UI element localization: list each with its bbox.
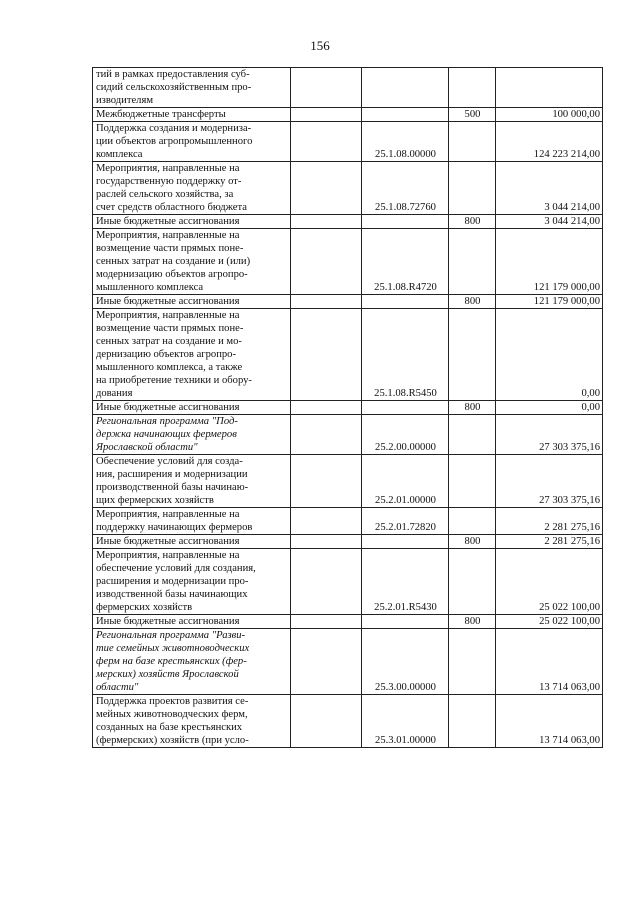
row-name-text: Иные бюджетные ассигнования [96, 296, 240, 307]
table-row [93, 162, 603, 215]
row-expense-kind [449, 68, 496, 108]
row-amount: 124 223 214,00 [496, 122, 603, 162]
row-amount: 27 303 375,16 [496, 455, 603, 508]
table-row [93, 309, 603, 401]
row-target-code [362, 68, 449, 108]
row-amount: 121 179 000,00 [496, 295, 603, 309]
row-blank-cell [291, 162, 362, 215]
row-name-text: тий в рамках предоставления суб- сидий сельскохозяйственным про- изводителям [96, 69, 252, 106]
row-amount: 0,00 [496, 309, 603, 401]
row-expense-kind [449, 162, 496, 215]
table-row [93, 122, 603, 162]
table-row [93, 215, 603, 229]
row-name [93, 535, 291, 549]
row-blank-cell [291, 295, 362, 309]
row-target-code [362, 295, 449, 309]
row-name-text: Межбюджетные трансферты [96, 109, 226, 120]
row-blank-cell [291, 415, 362, 455]
row-amount: 13 714 063,00 [496, 695, 603, 748]
row-expense-kind: 800 [449, 535, 496, 549]
row-target-code [362, 108, 449, 122]
row-blank-cell [291, 309, 362, 401]
row-target-code: 25.2.01.00000 [362, 455, 449, 508]
table-row [93, 549, 603, 615]
row-name [93, 162, 291, 215]
row-expense-kind: 800 [449, 401, 496, 415]
budget-table [92, 67, 603, 748]
row-name-text: Мероприятия, направленные на обеспечение условий для создания, расширения и модернизации про- изводственной базы начинающих фермерских хозяйств [96, 550, 256, 613]
row-amount: 0,00 [496, 401, 603, 415]
row-amount: 100 000,00 [496, 108, 603, 122]
row-expense-kind [449, 508, 496, 535]
row-target-code [362, 401, 449, 415]
row-expense-kind [449, 122, 496, 162]
row-name-text: Мероприятия, направленные на возмещение части прямых поне- сенных затрат на создание и (или) модернизацию объектов агропро- мышленного комплекса [96, 230, 251, 293]
table-row [93, 508, 603, 535]
row-amount: 2 281 275,16 [496, 535, 603, 549]
row-blank-cell [291, 108, 362, 122]
row-blank-cell [291, 68, 362, 108]
row-blank-cell [291, 695, 362, 748]
row-target-code [362, 535, 449, 549]
row-blank-cell [291, 455, 362, 508]
row-name-text: Иные бюджетные ассигнования [96, 216, 240, 227]
row-amount: 25 022 100,00 [496, 615, 603, 629]
table-row [93, 695, 603, 748]
row-amount: 13 714 063,00 [496, 629, 603, 695]
row-name [93, 549, 291, 615]
row-name [93, 309, 291, 401]
row-target-code: 25.2.01.R5430 [362, 549, 449, 615]
row-blank-cell [291, 535, 362, 549]
table-row [93, 415, 603, 455]
row-amount: 121 179 000,00 [496, 229, 603, 295]
row-target-code: 25.2.00.00000 [362, 415, 449, 455]
row-name [93, 615, 291, 629]
row-name-text: Мероприятия, направленные на возмещение части прямых поне- сенных затрат на создание и мо- дернизацию объектов агропро- мышленного комплекса, а также на приобретение техники и обору- дования [96, 310, 252, 399]
table-row [93, 455, 603, 508]
row-name [93, 215, 291, 229]
table-row [93, 629, 603, 695]
table-row [93, 229, 603, 295]
row-target-code: 25.1.08.R4720 [362, 229, 449, 295]
row-expense-kind: 800 [449, 295, 496, 309]
row-expense-kind [449, 455, 496, 508]
table-row [93, 295, 603, 309]
row-expense-kind: 800 [449, 615, 496, 629]
row-amount: 3 044 214,00 [496, 162, 603, 215]
row-amount: 3 044 214,00 [496, 215, 603, 229]
page-number: 156 [310, 38, 330, 53]
row-name-text: Обеспечение условий для созда- ния, расширения и модернизации производственной базы начинаю- щих фермерских хозяйств [96, 456, 249, 506]
row-name [93, 122, 291, 162]
row-name [93, 508, 291, 535]
row-blank-cell [291, 122, 362, 162]
row-name [93, 229, 291, 295]
row-target-code: 25.3.01.00000 [362, 695, 449, 748]
row-target-code: 25.1.08.R5450 [362, 309, 449, 401]
row-name-text: Мероприятия, направленные на поддержку начинающих фермеров [96, 509, 253, 533]
row-expense-kind [449, 229, 496, 295]
row-blank-cell [291, 615, 362, 629]
table-row [93, 68, 603, 108]
table-row [93, 401, 603, 415]
row-amount: 27 303 375,16 [496, 415, 603, 455]
row-name-text: Иные бюджетные ассигнования [96, 536, 240, 547]
row-name [93, 68, 291, 108]
row-expense-kind [449, 415, 496, 455]
row-target-code [362, 615, 449, 629]
row-amount: 2 281 275,16 [496, 508, 603, 535]
row-name-text: Поддержка проектов развития се- мейных животноводческих ферм, созданных на базе крестьянских (фермерских) хозяйств (при усло- [96, 696, 249, 746]
row-target-code [362, 215, 449, 229]
row-name [93, 415, 291, 455]
row-blank-cell [291, 215, 362, 229]
row-target-code: 25.1.08.00000 [362, 122, 449, 162]
row-blank-cell [291, 401, 362, 415]
row-name-text: Мероприятия, направленные на государственную поддержку от- раслей сельского хозяйства, за счет средств областного бюджета [96, 163, 247, 213]
row-expense-kind: 500 [449, 108, 496, 122]
row-target-code: 25.3.00.00000 [362, 629, 449, 695]
row-expense-kind [449, 629, 496, 695]
row-amount [496, 68, 603, 108]
row-name-text: Поддержка создания и модерниза- ции объектов агропромышленного комплекса [96, 123, 253, 160]
row-expense-kind: 800 [449, 215, 496, 229]
row-blank-cell [291, 629, 362, 695]
row-amount: 25 022 100,00 [496, 549, 603, 615]
row-name-text: Региональная программа "Под- держка начинающих фермеров Ярославской области" [96, 416, 238, 453]
row-expense-kind [449, 309, 496, 401]
row-name-text: Иные бюджетные ассигнования [96, 402, 240, 413]
row-blank-cell [291, 549, 362, 615]
row-blank-cell [291, 229, 362, 295]
row-name [93, 401, 291, 415]
row-name-text: Иные бюджетные ассигнования [96, 616, 240, 627]
row-name [93, 455, 291, 508]
row-name [93, 295, 291, 309]
table-row [93, 615, 603, 629]
row-expense-kind [449, 549, 496, 615]
row-expense-kind [449, 695, 496, 748]
row-name [93, 629, 291, 695]
row-blank-cell [291, 508, 362, 535]
table-row [93, 108, 603, 122]
row-name [93, 695, 291, 748]
row-name [93, 108, 291, 122]
row-name-text: Региональная программа "Разви- тие семейных животноводческих ферм на базе крестьянских (фер- мерских) хозяйств Ярославской области" [96, 630, 250, 693]
table-row [93, 535, 603, 549]
row-target-code: 25.2.01.72820 [362, 508, 449, 535]
row-target-code: 25.1.08.72760 [362, 162, 449, 215]
